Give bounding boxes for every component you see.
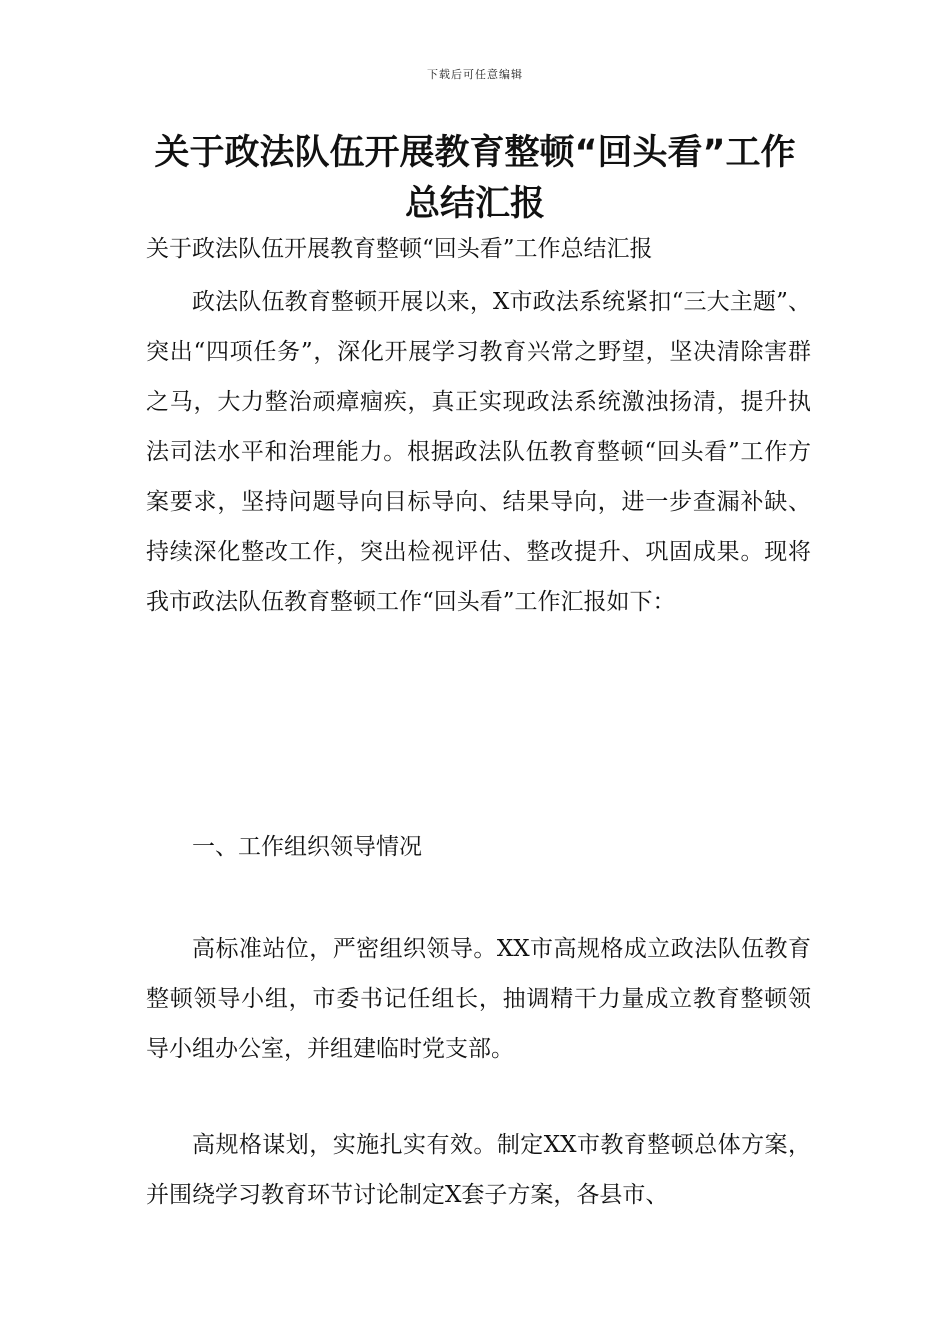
- intro-paragraph: 政法队伍教育整顿开展以来，X市政法系统紧扣“三大主题”、突出“四项任务”，深化开展学习教育兴常之野望，坚决清除害群之马，大力整治顽瘴痼疾，真正实现政法系统激浊扬清，提升执法司法水平和治理能力。根据政法队伍教育整顿“回头看”工作方案要求，坚持问题导向目标导向、结果导向，进一步查漏补缺、持续深化整改工作，突出检视评估、整改提升、巩固成果。现将我市政法队伍教育整顿工作“回头看”工作汇报如下：: [146, 289, 811, 615]
- document-title: 关于政法队伍开展教育整顿“回头看”工作总结汇报: [154, 133, 796, 224]
- header-note: 下载后可任意编辑: [427, 68, 523, 81]
- document-subtitle: 关于政法队伍开展教育整顿“回头看”工作总结汇报: [146, 236, 653, 262]
- body-paragraph: 高规格谋划，实施扎实有效。制定XX市教育整顿总体方案，并围绕学习教育环节讨论制定X套子方案，各县市、: [146, 1132, 811, 1208]
- section-heading: 一、工作组织领导情况: [192, 834, 422, 860]
- body-paragraph: 高标准站位，严密组织领导。XX市高规格成立政法队伍教育整顿领导小组，市委书记任组长，抽调精干力量成立教育整顿领导小组办公室，并组建临时党支部。: [146, 936, 811, 1062]
